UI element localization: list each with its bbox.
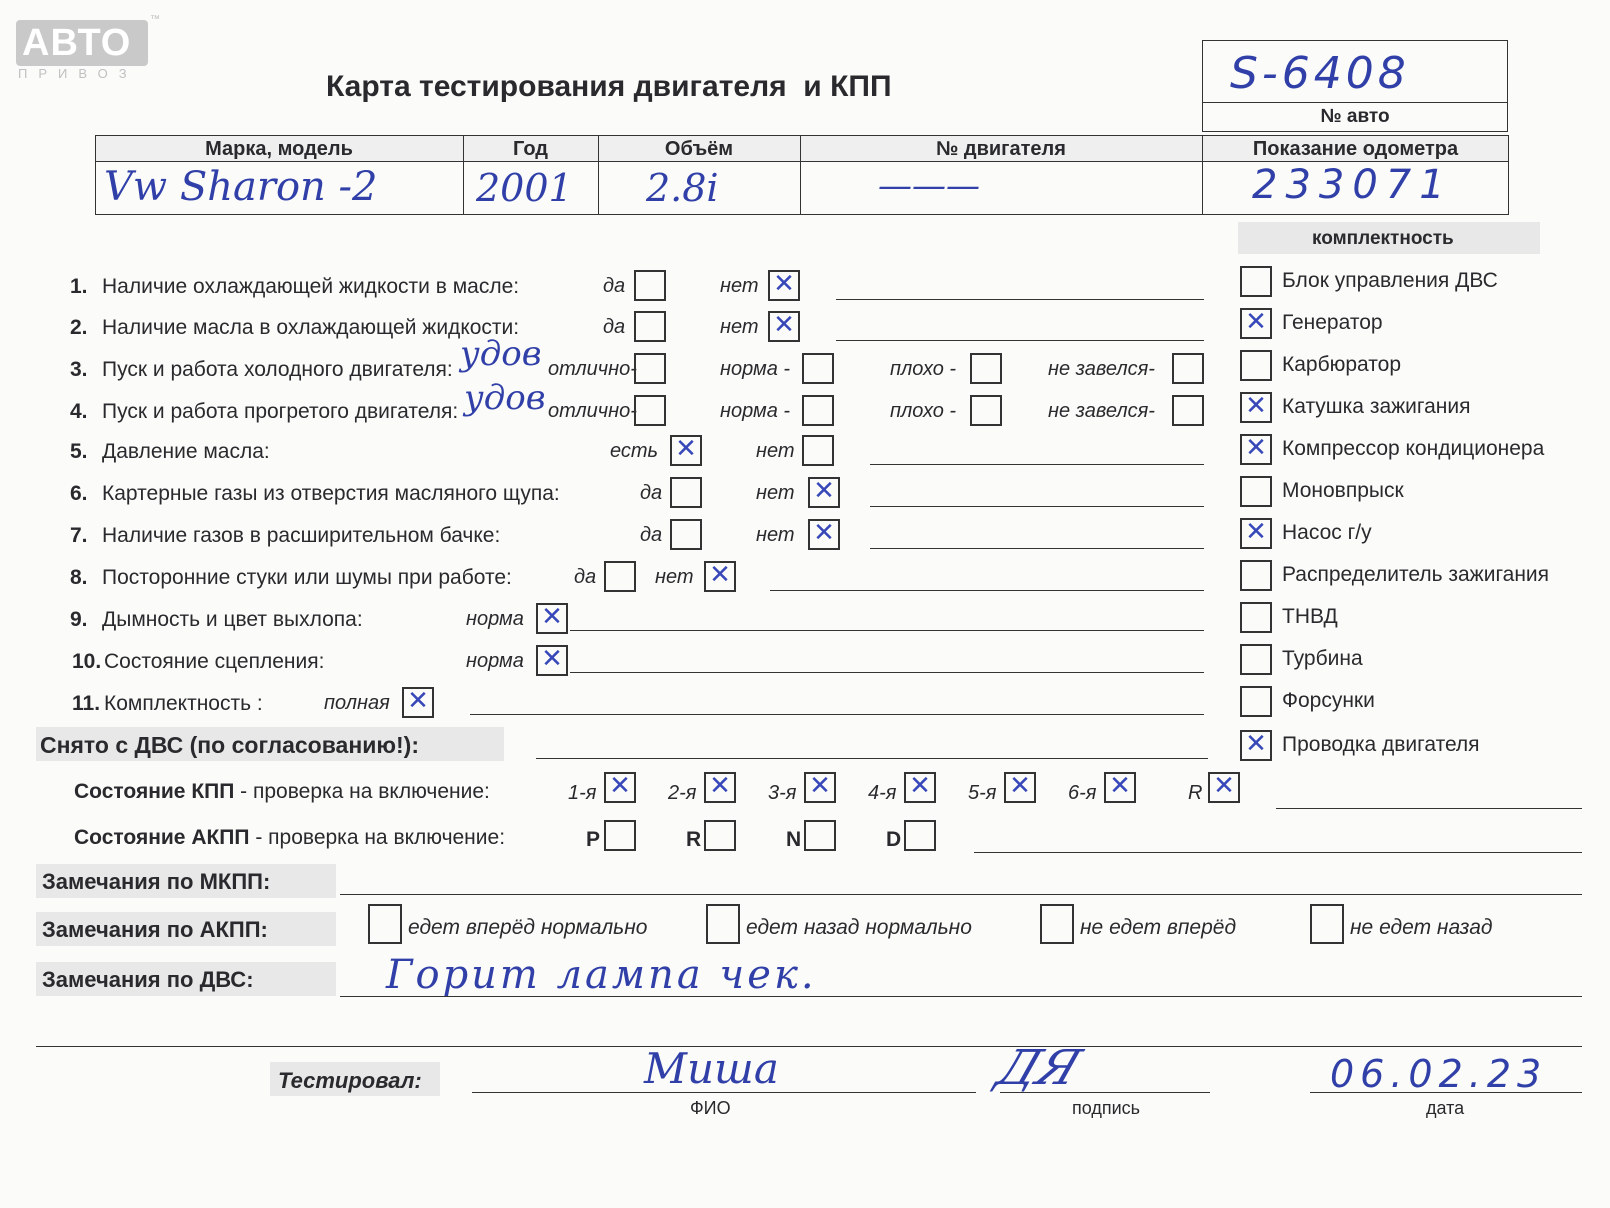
akpp-label-rest: - проверка на включение: — [249, 826, 506, 849]
option-checkbox[interactable] — [1172, 395, 1204, 426]
option-label: норма - — [720, 400, 791, 422]
kpp-gear-checkbox[interactable] — [904, 772, 936, 803]
header-volume: Объём — [664, 138, 734, 160]
akpp-gear-label: R — [686, 828, 702, 851]
question-number: 1. — [70, 275, 88, 298]
question-text: Пуск и работа холодного двигателя: — [102, 358, 453, 381]
question-text: Давление масла: — [102, 440, 270, 463]
kpp-label-rest: - проверка на включение: — [234, 780, 490, 803]
answer-line — [470, 714, 1204, 715]
kpp-label — [74, 780, 490, 804]
kpp-gear-label: 4-я — [868, 782, 897, 804]
question-text: Посторонние стуки или шумы при работе: — [102, 566, 512, 589]
akpp-gear-label: P — [586, 828, 601, 851]
option-checkbox[interactable] — [808, 519, 840, 550]
car-number-label: № авто — [1320, 106, 1390, 127]
completeness-checkbox[interactable] — [1240, 602, 1272, 633]
akpp-remark-checkbox[interactable] — [1310, 904, 1344, 944]
question-number: 9. — [70, 608, 88, 631]
option-checkbox[interactable] — [402, 687, 434, 718]
answer-line — [870, 464, 1204, 465]
option-label: есть — [610, 440, 659, 462]
akpp-label-bold: Состояние АКПП — [74, 826, 250, 849]
option-checkbox[interactable] — [604, 561, 636, 592]
option-checkbox[interactable] — [802, 435, 834, 466]
kpp-line — [1276, 808, 1582, 809]
engine-no-value: ——— — [878, 166, 980, 206]
volume-value: 2.8i — [646, 166, 719, 210]
question-text: Картерные газы из отверстия масляного щупа: — [102, 482, 560, 505]
fio-line — [472, 1092, 976, 1093]
question-number: 6. — [70, 482, 88, 505]
sign-line — [1000, 1092, 1210, 1093]
page-title: Карта тестирования двигателя и КПП — [326, 70, 892, 103]
completeness-checkbox[interactable] — [1240, 266, 1272, 297]
fio-caption: ФИО — [690, 1098, 731, 1118]
option-label: плохо - — [890, 358, 957, 380]
option-label: нет — [720, 316, 759, 338]
header-year: Год — [513, 138, 548, 160]
kpp-gear-checkbox[interactable] — [804, 772, 836, 803]
akpp-remark-checkbox[interactable] — [368, 904, 402, 944]
option-checkbox[interactable] — [670, 435, 702, 466]
akpp-remark-checkbox[interactable] — [706, 904, 740, 944]
header-engine-no: № двигателя — [936, 138, 1066, 160]
kpp-gear-label: R — [1188, 782, 1203, 804]
completeness-checkbox[interactable] — [1240, 350, 1272, 381]
option-checkbox[interactable] — [536, 603, 568, 634]
option-label: да — [603, 275, 626, 297]
option-checkbox[interactable] — [634, 311, 666, 342]
completeness-item-label: Форсунки — [1282, 689, 1375, 712]
option-checkbox[interactable] — [670, 519, 702, 550]
akpp-gear-checkbox[interactable] — [804, 820, 836, 851]
option-checkbox[interactable] — [634, 395, 666, 426]
akpp-remark-label: едет назад нормально — [746, 916, 972, 939]
kpp-gear-checkbox[interactable] — [1004, 772, 1036, 803]
question-number: 8. — [70, 566, 88, 589]
date-line — [1310, 1092, 1582, 1093]
removed-label: Снято с ДВС (по согласованию!): — [40, 732, 419, 758]
akpp-remark-label: едет вперёд нормально — [408, 916, 648, 939]
question-text: Комплектность : — [104, 692, 263, 715]
question-number: 7. — [70, 524, 88, 547]
logo-sub: ПРИВОЗ — [18, 66, 138, 81]
akpp-label — [74, 826, 505, 850]
completeness-item-label: Распределитель зажигания — [1282, 563, 1550, 586]
option-label: да — [640, 524, 663, 546]
option-label: нет — [756, 440, 795, 462]
kpp-gear-checkbox[interactable] — [604, 772, 636, 803]
kpp-gear-checkbox[interactable] — [1208, 772, 1240, 803]
answer-line — [570, 630, 1204, 631]
option-checkbox[interactable] — [802, 395, 834, 426]
logo — [16, 20, 148, 66]
option-checkbox[interactable] — [1172, 353, 1204, 384]
question-number: 11. — [72, 692, 101, 715]
question-number: 5. — [70, 440, 88, 463]
option-label: норма - — [720, 358, 791, 380]
option-checkbox[interactable] — [768, 270, 800, 301]
akpp-gear-label: D — [886, 828, 902, 851]
completeness-checkbox[interactable] — [1240, 644, 1272, 675]
option-label: нет — [720, 275, 759, 297]
option-checkbox[interactable] — [970, 395, 1002, 426]
completeness-checkbox[interactable] — [1240, 392, 1272, 423]
remarks-extra-line — [36, 1046, 1582, 1047]
remarks-mkpp-label: Замечания по МКПП: — [42, 869, 271, 894]
year-value: 2001 — [476, 166, 573, 210]
option-label: отлично- — [548, 358, 637, 380]
kpp-gear-label: 3-я — [768, 782, 797, 804]
option-checkbox[interactable] — [670, 477, 702, 508]
question-number: 4. — [70, 400, 88, 423]
date-caption: дата — [1426, 1098, 1465, 1118]
question-text: Наличие масла в охлаждающей жидкости: — [102, 316, 520, 339]
question-text: Пуск и работа прогретого двигателя: — [102, 400, 459, 423]
option-label: не завелся- — [1048, 358, 1155, 380]
completeness-item-label: Насос г/у — [1282, 521, 1372, 544]
car-number-value: S-6408 — [1230, 48, 1410, 99]
option-label: полная — [324, 692, 390, 714]
header-brand: Марка, модель — [205, 138, 353, 160]
question-text: Наличие газов в расширительном бачке: — [102, 524, 501, 547]
option-checkbox[interactable] — [704, 561, 736, 592]
option-checkbox[interactable] — [802, 353, 834, 384]
answer-line — [570, 672, 1204, 673]
completeness-checkbox[interactable] — [1240, 476, 1272, 507]
option-checkbox[interactable] — [808, 477, 840, 508]
remarks-akpp-label: Замечания по АКПП: — [42, 917, 268, 942]
option-checkbox[interactable] — [634, 353, 666, 384]
completeness-item-label: Карбюратор — [1282, 353, 1402, 376]
logo-text: АВТО — [22, 22, 132, 64]
completeness-checkbox[interactable] — [1240, 560, 1272, 591]
sign-caption: подпись — [1072, 1098, 1141, 1118]
tested-label: Тестировал: — [278, 1068, 422, 1093]
odometer-value: 233071 — [1252, 162, 1453, 208]
date-value: 06.02.23 — [1330, 1052, 1548, 1096]
car-number-divider — [1202, 102, 1508, 103]
akpp-gear-label: N — [786, 828, 802, 851]
question-number: 3. — [70, 358, 88, 381]
logo-tm: ™ — [150, 14, 160, 25]
option-label: нет — [756, 524, 795, 546]
completeness-item-label: Проводка двигателя — [1282, 733, 1480, 756]
answer-line — [836, 299, 1204, 300]
completeness-item-label: Компрессор кондиционера — [1282, 437, 1545, 460]
completeness-item-label: Катушка зажигания — [1282, 395, 1471, 418]
question-text: Наличие охлаждающей жидкости в масле: — [102, 275, 520, 298]
answer-line — [870, 506, 1204, 507]
completeness-checkbox[interactable] — [1240, 518, 1272, 549]
completeness-checkbox[interactable] — [1240, 686, 1272, 717]
option-checkbox[interactable] — [634, 270, 666, 301]
completeness-checkbox[interactable] — [1240, 434, 1272, 465]
kpp-gear-label: 5-я — [968, 782, 997, 804]
option-checkbox[interactable] — [768, 311, 800, 342]
question-number: 10. — [72, 650, 102, 673]
option-label: да — [603, 316, 626, 338]
completeness-item-label: ТНВД — [1282, 605, 1338, 628]
completeness-checkbox[interactable] — [1240, 308, 1272, 339]
warm-start-note: удов — [464, 378, 546, 418]
option-label: нет — [655, 566, 694, 588]
question-text: Дымность и цвет выхлопа: — [102, 608, 363, 631]
header-odometer: Показание одометра — [1252, 138, 1459, 160]
akpp-gear-checkbox[interactable] — [704, 820, 736, 851]
remarks-dvs-label: Замечания по ДВС: — [42, 967, 254, 992]
kpp-gear-checkbox[interactable] — [704, 772, 736, 803]
question-text: Состояние сцепления: — [104, 650, 325, 673]
remarks-mkpp-line — [340, 894, 1582, 895]
option-label: отлично- — [548, 400, 637, 422]
brand-value: Vw Sharon -2 — [104, 164, 378, 210]
answer-line — [770, 590, 1204, 591]
akpp-remark-label: не едет вперёд — [1080, 916, 1237, 939]
akpp-gear-checkbox[interactable] — [604, 820, 636, 851]
kpp-gear-label: 6-я — [1068, 782, 1097, 804]
akpp-remark-label: не едет назад — [1350, 916, 1493, 939]
remarks-dvs-line — [340, 996, 1582, 997]
kpp-gear-checkbox[interactable] — [1104, 772, 1136, 803]
option-label: норма — [466, 608, 524, 630]
option-label: не завелся- — [1048, 400, 1155, 422]
kpp-gear-label: 2-я — [668, 782, 697, 804]
answer-line — [870, 548, 1204, 549]
akpp-remark-checkbox[interactable] — [1040, 904, 1074, 944]
cold-start-note: удов — [460, 334, 542, 374]
option-checkbox[interactable] — [970, 353, 1002, 384]
option-label: да — [574, 566, 597, 588]
answer-line — [836, 340, 1204, 341]
remarks-dvs-value: Горит лампа чек. — [386, 952, 817, 998]
removed-line — [536, 758, 1208, 759]
signature: ДЯ — [989, 1040, 1088, 1096]
kpp-label-bold: Состояние КПП — [74, 780, 235, 803]
completeness-item-label: Моновпрыск — [1282, 479, 1404, 502]
option-label: плохо - — [890, 400, 957, 422]
completeness-item-label: Блок управления ДВС — [1282, 269, 1498, 292]
akpp-line — [974, 852, 1582, 853]
akpp-gear-checkbox[interactable] — [904, 820, 936, 851]
option-label: нет — [756, 482, 795, 504]
option-label: норма — [466, 650, 524, 672]
completeness-checkbox[interactable] — [1240, 730, 1272, 761]
completeness-title: комплектность — [1312, 228, 1454, 249]
option-checkbox[interactable] — [536, 645, 568, 676]
completeness-item-label: Турбина — [1282, 647, 1363, 670]
completeness-item-label: Генератор — [1282, 311, 1383, 334]
tester-name: Миша — [644, 1044, 779, 1093]
option-label: да — [640, 482, 663, 504]
kpp-gear-label: 1-я — [568, 782, 597, 804]
question-number: 2. — [70, 316, 88, 339]
